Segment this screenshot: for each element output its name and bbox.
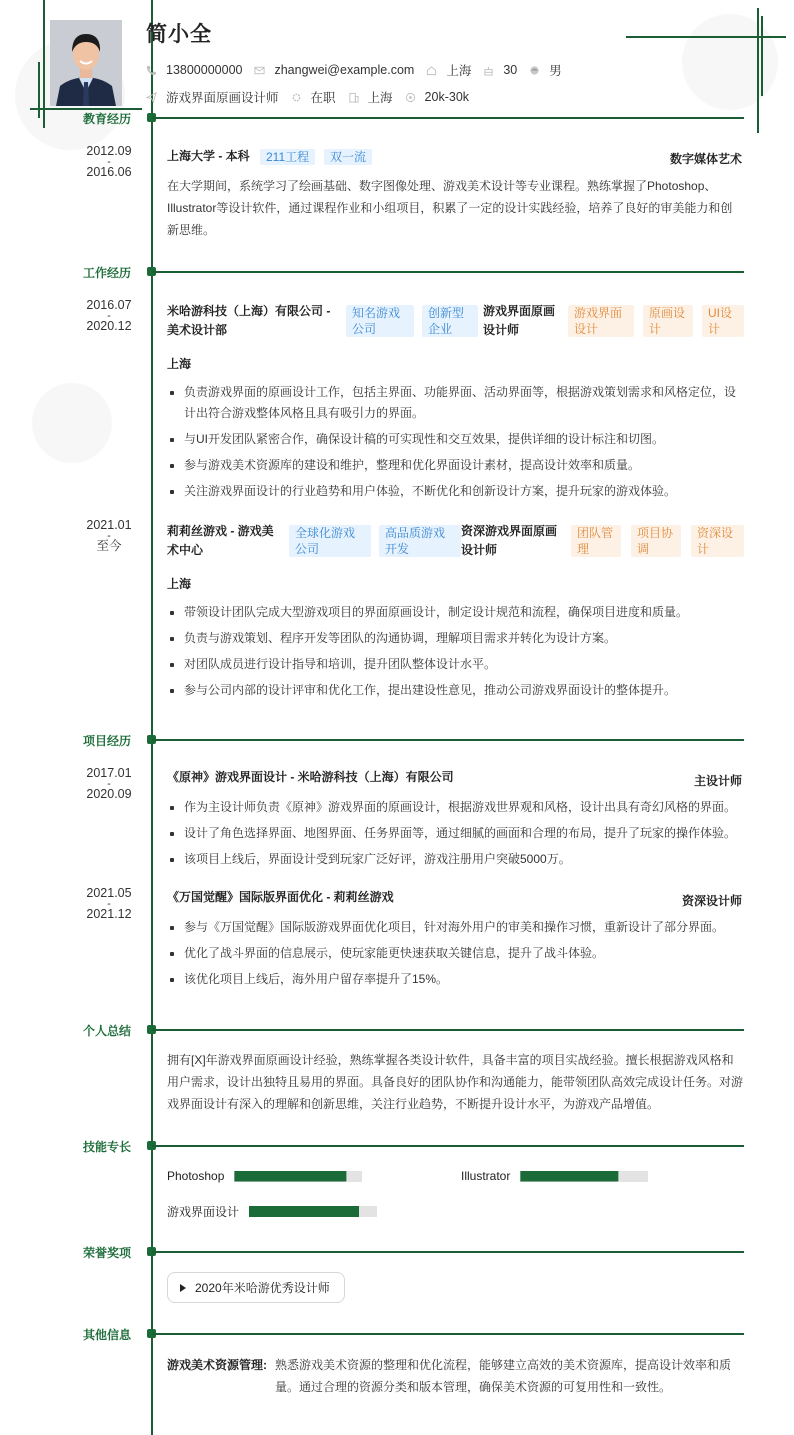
project-bullets	[167, 797, 744, 875]
company-tag: 全球化游戏公司	[289, 525, 371, 557]
contact-info-row	[146, 61, 574, 79]
bullet-item: 设计了角色选择界面、地图界面、任务界面等，通过细腻的画面和合理的布局，提升了玩家的操作体验。	[167, 823, 744, 844]
position-title: 资深游戏界面原画设计师	[461, 524, 558, 557]
timeline-axis	[151, 0, 153, 1435]
work-city: 上海	[167, 577, 192, 591]
section-divider	[152, 1029, 744, 1031]
job-status-value: 在职	[310, 91, 336, 105]
bullet-item: 参与《万国觉醒》国际版游戏界面优化项目，针对海外用户的审美和操作习惯，重新设计了部分界面。	[167, 917, 744, 938]
position-tag: 原画设计	[643, 305, 693, 337]
salary-icon	[405, 92, 416, 103]
bullet-item: 优化了战斗界面的信息展示，使玩家能更快速获取关键信息，提升了战斗体验。	[167, 943, 744, 964]
date-separator: -	[107, 898, 111, 910]
tag-badge: 211工程	[260, 149, 315, 165]
date-end: 2016.06	[86, 165, 132, 179]
major: 数字媒体艺术	[669, 152, 742, 166]
job-city-item	[348, 88, 393, 106]
date-end: 至今	[96, 539, 122, 553]
job-info-row	[146, 88, 481, 106]
section-title: 技能专长	[82, 1140, 131, 1154]
skill-progress-bar	[249, 1206, 377, 1217]
date-end: 2021.12	[86, 907, 132, 921]
email-item	[254, 63, 414, 77]
skill-item	[167, 1203, 377, 1220]
position-tag: UI设计	[702, 305, 744, 337]
gender-item	[529, 61, 562, 79]
skill-name: Photoshop	[167, 1169, 225, 1183]
date-separator: -	[107, 778, 111, 790]
skill-name: Illustrator	[461, 1169, 511, 1183]
work-bullets	[167, 382, 744, 507]
skill-progress-fill	[234, 1171, 346, 1182]
skill-item	[167, 1169, 362, 1183]
bullet-item: 负责与游戏策划、程序开发等团队的沟通协调，理解项目需求并转化为设计方案。	[167, 628, 744, 649]
decor-line	[38, 62, 40, 118]
section-divider	[152, 1333, 744, 1335]
job-status-item	[291, 88, 336, 106]
status-icon	[291, 92, 302, 103]
work-bullets	[167, 602, 744, 706]
phone-icon	[146, 65, 157, 76]
position-tag: 项目协调	[631, 525, 681, 557]
position-tag: 游戏界面设计	[568, 305, 634, 337]
bullet-item: 带领设计团队完成大型游戏项目的界面原画设计，制定设计规范和流程，确保项目进度和质量。	[167, 602, 744, 623]
job-title-value: 游戏界面原画设计师	[166, 91, 279, 105]
bullet-item: 关注游戏界面设计的行业趋势和用户体验，不断优化和创新设计方案，提升玩家的游戏体验。	[167, 481, 744, 502]
date-separator: -	[107, 310, 111, 322]
date-start: 2017.01	[86, 766, 132, 780]
job-city-value: 上海	[367, 91, 393, 105]
date-start: 2021.05	[86, 886, 132, 900]
section-education	[0, 111, 794, 125]
section-other	[0, 1327, 794, 1341]
section-projects	[0, 733, 794, 747]
skill-name: 游戏界面设计	[167, 1205, 240, 1219]
date-start: 2016.07	[86, 298, 132, 312]
skill-progress-bar	[234, 1171, 362, 1182]
section-divider	[152, 271, 744, 273]
section-skills	[0, 1139, 794, 1153]
section-divider	[152, 117, 744, 119]
salary-value: 20k-30k	[424, 90, 470, 104]
other-info-text: 熟悉游戏美术资源的整理和优化流程，能够建立高效的美术资源库，提高设计效率和质量。通过合理的资源分类和版本管理，确保美术资源的可复用性和一致性。	[275, 1358, 732, 1394]
project-role: 主设计师	[693, 774, 742, 788]
bullet-item: 负责游戏界面的原画设计工作，包括主界面、功能界面、活动界面等，根据游戏策划需求和风格定位，设计出符合游戏整体风格且具有吸引力的界面。	[167, 382, 744, 424]
phone-value: 13800000000	[166, 63, 243, 77]
home-icon	[426, 65, 437, 76]
salary-item	[405, 90, 469, 104]
award-label: 2020年米哈游优秀设计师	[195, 1281, 330, 1295]
tag-badge: 双一流	[324, 149, 372, 165]
mail-icon	[254, 65, 265, 76]
other-info-item	[167, 1354, 744, 1398]
education-date	[60, 145, 158, 179]
section-title: 荣誉奖项	[82, 1246, 131, 1260]
company-tag: 创新型企业	[422, 305, 478, 337]
project-date	[60, 767, 158, 801]
section-divider	[152, 1251, 744, 1253]
date-end: 2020.12	[86, 319, 132, 333]
company-name: 米哈游科技（上海）有限公司 - 美术设计部	[167, 304, 331, 337]
section-title: 工作经历	[82, 266, 131, 280]
skill-progress-fill	[520, 1171, 618, 1182]
project-role: 资深设计师	[681, 894, 742, 908]
bullet-item: 作为主设计师负责《原神》游戏界面的原画设计，根据游戏世界观和风格，设计出具有奇幻风格的界面。	[167, 797, 744, 818]
date-separator: -	[107, 530, 111, 542]
location-value: 上海	[446, 64, 472, 78]
section-title: 教育经历	[82, 112, 131, 126]
company-tag: 高品质游戏开发	[379, 525, 461, 557]
bullet-item: 与UI开发团队紧密合作，确保设计稿的可实现性和交互效果，提供详细的设计标注和切图。	[167, 429, 744, 450]
section-awards	[0, 1245, 794, 1259]
work-date	[60, 519, 158, 553]
send-icon	[146, 92, 157, 103]
email-value: zhangwei@example.com	[274, 63, 415, 77]
position-title: 游戏界面原画设计师	[483, 304, 556, 337]
bullet-item: 对团队成员进行设计指导和培训，提升团队整体设计水平。	[167, 654, 744, 675]
project-title: 《原神》游戏界面设计 - 米哈游科技（上海）有限公司	[167, 770, 454, 784]
skill-progress-bar	[520, 1171, 648, 1182]
date-start: 2012.09	[86, 144, 132, 158]
gender-value: 男	[549, 64, 562, 78]
date-end: 2020.09	[86, 787, 132, 801]
job-title-item	[146, 88, 279, 106]
summary-text: 拥有[X]年游戏界面原画设计经验，熟练掌握各类设计软件，具备丰富的项目实战经验。擅长根据游戏风格和用户需求，设计出独特且易用的界面。具备良好的团队协作和沟通能力，能带领团队高效完成设计任务。对游戏界面设计有深入的理解和创新思维，关注行业趋势，不断提升设计水平，为游戏产品增值。	[167, 1053, 744, 1111]
project-date	[60, 887, 158, 921]
work-date	[60, 299, 158, 333]
age-item	[483, 63, 517, 77]
bullet-item: 参与公司内部的设计评审和优化工作，提出建设性意见，推动公司游戏界面设计的整体提升。	[167, 680, 744, 701]
age-value: 30	[503, 63, 518, 77]
work-city: 上海	[167, 357, 192, 371]
education-description: 在大学期间，系统学习了绘画基础、数字图像处理、游戏美术设计等专业课程。熟练掌握了Photoshop、Illustrator等设计软件，通过课程作业和小组项目，积累了一定的设计实践经验，培养了良好的审美能力和创新思维。	[167, 179, 733, 237]
school-name: 上海大学 - 本科	[167, 149, 250, 163]
skill-item	[461, 1169, 648, 1183]
project-bullets	[167, 917, 744, 995]
bullet-item: 参与游戏美术资源库的建设和维护，整理和优化界面设计素材，提高设计效率和质量。	[167, 455, 744, 476]
project-title: 《万国觉醒》国际版界面优化 - 莉莉丝游戏	[167, 890, 394, 904]
phone-item	[146, 63, 242, 77]
date-start: 2021.01	[86, 518, 132, 532]
award-item	[167, 1272, 345, 1303]
decor-circle-right-top	[682, 14, 778, 110]
skill-progress-fill	[249, 1206, 359, 1217]
section-divider	[152, 739, 744, 741]
age-icon	[483, 65, 494, 76]
section-divider	[152, 1145, 744, 1147]
section-title: 个人总结	[82, 1024, 131, 1038]
other-info-label: 游戏美术资源管理:	[167, 1358, 267, 1372]
bullet-item: 该项目上线后，界面设计受到玩家广泛好评，游戏注册用户突破5000万。	[167, 849, 744, 870]
company-name: 莉莉丝游戏 - 游戏美术中心	[167, 524, 274, 557]
company-tag: 知名游戏公司	[346, 305, 414, 337]
avatar	[50, 20, 122, 106]
location-item	[426, 61, 471, 79]
section-title: 其他信息	[82, 1328, 131, 1342]
position-tag: 资深设计	[691, 525, 744, 557]
section-title: 项目经历	[82, 734, 131, 748]
decor-circle-left-mid	[32, 383, 112, 463]
decor-line	[761, 16, 763, 96]
date-separator: -	[107, 156, 111, 168]
avatar-photo-icon	[50, 20, 122, 106]
position-tag: 团队管理	[571, 525, 621, 557]
bullet-item: 该优化项目上线后，海外用户留存率提升了15%。	[167, 969, 744, 990]
candidate-name: 简小全	[146, 23, 212, 46]
gender-icon	[529, 65, 540, 76]
section-work	[0, 265, 794, 279]
building-icon	[348, 92, 359, 103]
triangle-right-icon	[180, 1284, 186, 1292]
section-summary	[0, 1023, 794, 1037]
